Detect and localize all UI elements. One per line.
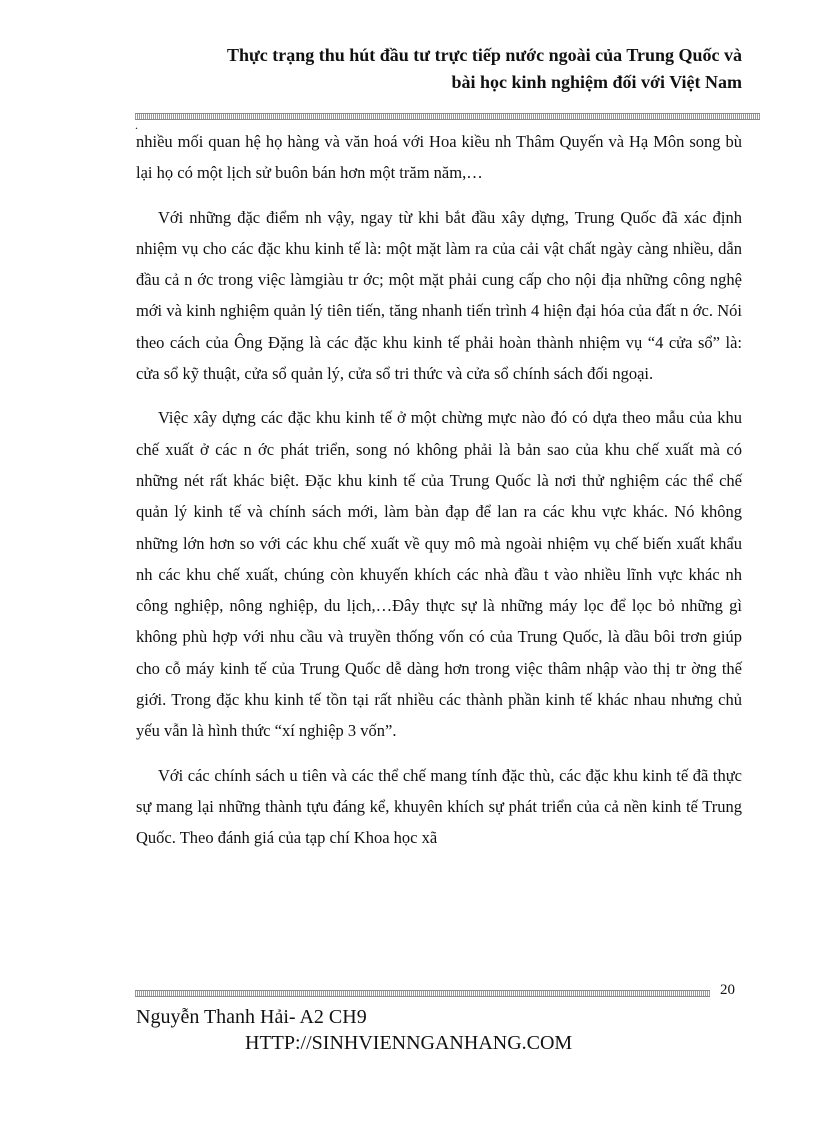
- paragraph-3: Việc xây dựng các đặc khu kinh tế ở một chừng mực nào đó có dựa theo mẫu của khu chế xuất ở các n ớc phát triển, song nó không phải là bản sao của khu chế xuất mà có những nét rất khác biệt. Đặc khu kinh tế của Trung Quốc là nơi thử nghiệm các thể chế quản lý kinh tế và chính sách mới, làm bàn đạp để lan ra các khu vực khác. Nó không những lớn hơn so với các khu chế xuất về quy mô mà ngoài nhiệm vụ chế biến xuất khẩu nh các khu chế xuất, chúng còn khuyến khích các nhà đầu t vào nhiều lĩnh vực khác nh công nghiệp, nông nghiệp, du lịch,…Đây thực sự là những máy lọc để lọc bỏ những gì không phù hợp với nhu cầu và truyền thống vốn có của Trung Quốc, là dầu bôi trơn giúp cho cỗ máy kinh tế của Trung Quốc dễ dàng hơn trong việc thâm nhập vào thị tr ờng thế giới. Trong đặc khu kinh tế tồn tại rất nhiều các thành phần kinh tế khác nhau nhưng chủ yếu vẫn là hình thức “xí nghiệp 3 vốn”.: [136, 408, 742, 741]
- footer-url: HTTP://SINHVIENNGANHANG.COM: [245, 1032, 573, 1054]
- footer-divider: [135, 990, 710, 997]
- paragraph-4: Với các chính sách u tiên và các thể chế mang tính đặc thù, các đặc khu kinh tế đã thực sự mang lại những thành tựu đáng kể, khuyên khích sự phát triển của cả nền kinh tế Trung Quốc. Theo đánh giá của tạp chí Khoa học xã: [136, 765, 742, 848]
- header-title-line-1: Thực trạng thu hút đầu tư trực tiếp nước ngoài của Trung Quốc và: [226, 45, 742, 65]
- footer-author: Nguyễn Thanh Hải- A2 CH9: [136, 1006, 367, 1028]
- page-header: [130, 42, 742, 96]
- header-title-line-2: bài học kinh nghiệm đối với Việt Nam: [451, 72, 742, 92]
- stray-mark: .: [135, 118, 138, 132]
- document-body: [136, 126, 742, 867]
- header-divider: [135, 113, 760, 120]
- page-footer: [136, 1004, 572, 1056]
- page-number: 20: [720, 982, 735, 998]
- paragraph-1: nhiều mối quan hệ họ hàng và văn hoá với Hoa kiều nh Thâm Quyến và Hạ Môn song bù lại họ có một lịch sử buôn bán hơn một trăm năm,…: [136, 132, 742, 183]
- paragraph-2: Với những đặc điểm nh vậy, ngay từ khi bắt đầu xây dựng, Trung Quốc đã xác định nhiệm vụ cho các đặc khu kinh tế là: một mặt làm ra của cải vật chất ngày càng nhiều, dẫn đầu cả n ớc trong việc làmgiàu tr ớc; một mặt phải cung cấp cho nội địa những công nghệ mới và kinh nghiệm quản lý tiên tiến, tăng nhanh tiến trình 4 hiện đại hóa của đất n ớc. Nói theo cách của Ông Đặng là các đặc khu kinh tế phải hoàn thành nhiệm vụ “4 cửa sổ” là: cửa sổ kỹ thuật, cửa sổ quản lý, cửa sổ tri thức và cửa sổ chính sách đối ngoại.: [136, 207, 742, 384]
